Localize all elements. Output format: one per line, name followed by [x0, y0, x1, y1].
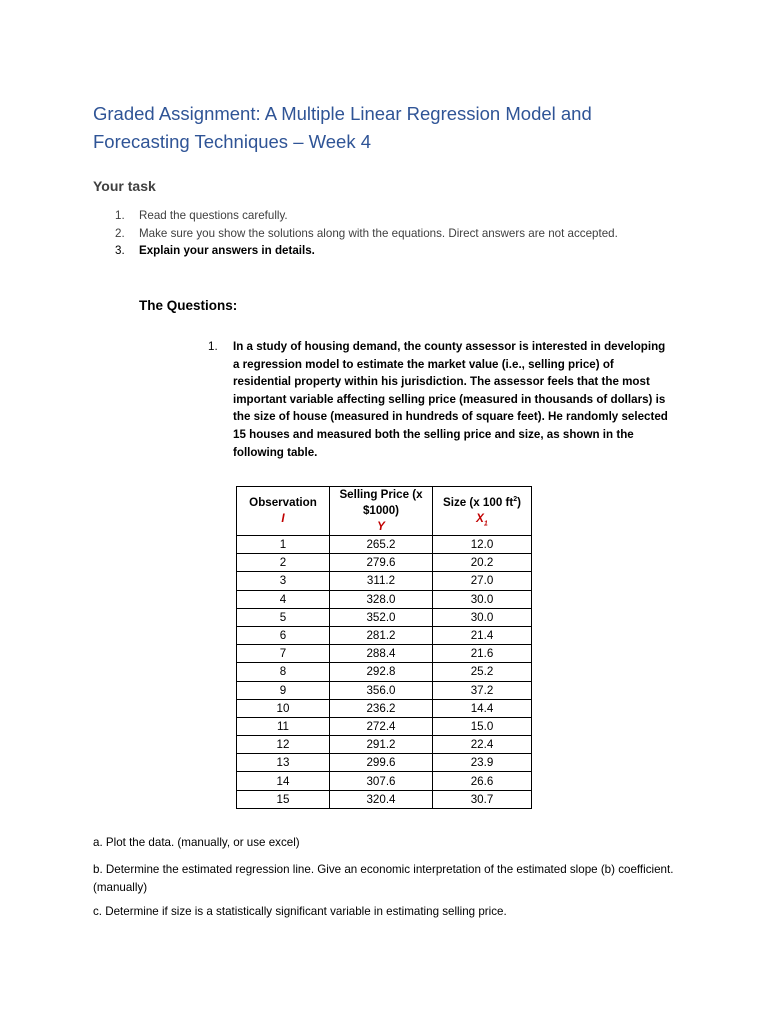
header-size-label: Size (x 100 $ft^2$) — [442, 496, 522, 509]
cell-selling-price: 328.0 — [330, 590, 433, 608]
cell-selling-price: 307.6 — [330, 772, 433, 790]
header-size-symbol: $X_1$ — [476, 512, 488, 528]
cell-size: 14.4 — [433, 699, 532, 717]
cell-selling-price: 352.0 — [330, 608, 433, 626]
table-row — [237, 645, 532, 663]
cell-size: 15.0 — [433, 717, 532, 735]
cell-size: 30.0 — [433, 608, 532, 626]
task-list — [115, 207, 635, 260]
cell-size: 37.2 — [433, 681, 532, 699]
table-row — [237, 663, 532, 681]
task-heading: Your task — [93, 178, 156, 194]
cell-size: 25.2 — [433, 663, 532, 681]
document-title: Graded Assignment: A Multiple Linear Regression Model and Forecasting Techniques – Week 4 — [93, 103, 592, 152]
table-row — [237, 608, 532, 626]
cell-selling-price: 288.4 — [330, 645, 433, 663]
header-observation-label: Observation — [249, 496, 317, 509]
task-item-text: Explain your answers in details. — [139, 244, 315, 257]
cell-size: 26.6 — [433, 772, 532, 790]
cell-selling-price: 236.2 — [330, 699, 433, 717]
cell-size: 30.7 — [433, 790, 532, 808]
task-item-text: Read the questions carefully. — [139, 209, 288, 222]
task-item-text: Make sure you show the solutions along with the equations. Direct answers are not accepted. — [139, 226, 618, 240]
cell-size: 22.4 — [433, 736, 532, 754]
housing-data-table — [236, 486, 532, 809]
cell-selling-price: 281.2 — [330, 626, 433, 644]
cell-selling-price: 279.6 — [330, 554, 433, 572]
part-c: c. Determine if size is a statistically significant variable in estimating selling price. — [93, 905, 507, 918]
table-row — [237, 681, 532, 699]
table-row — [237, 699, 532, 717]
cell-selling-price: 320.4 — [330, 790, 433, 808]
task-item-1 — [115, 207, 635, 225]
question-number: 1. — [208, 340, 218, 353]
table-row — [237, 572, 532, 590]
table-row — [237, 626, 532, 644]
header-selling-price — [330, 487, 433, 536]
header-selling-price-label: Selling Price (x $1000) — [339, 488, 423, 517]
cell-observation: 6 — [237, 626, 330, 644]
cell-observation: 2 — [237, 554, 330, 572]
table-row — [237, 754, 532, 772]
question-text: In a study of housing demand, the county assessor is interested in developing a regression model to estimate the market value (i.e., selling price) of residential property within his jurisdiction. The assessor feels that the most important variable affecting selling price (measured in thousands of dollars) is the size of house (measured in hundreds of square feet). He randomly selected 15 houses and measured both the selling price and size, as shown in the following table. — [233, 340, 668, 459]
cell-observation: 13 — [237, 754, 330, 772]
task-item-number: 1. — [115, 209, 125, 222]
part-a: a. Plot the data. (manually, or use excel) — [93, 836, 300, 849]
cell-observation: 11 — [237, 717, 330, 735]
cell-observation: 15 — [237, 790, 330, 808]
table-row — [237, 790, 532, 808]
cell-observation: 10 — [237, 699, 330, 717]
cell-selling-price: 291.2 — [330, 736, 433, 754]
header-selling-price-symbol: Y — [377, 520, 385, 533]
cell-observation: 12 — [237, 736, 330, 754]
cell-selling-price: 292.8 — [330, 663, 433, 681]
table-body — [237, 536, 532, 809]
cell-observation: 8 — [237, 663, 330, 681]
table-row — [237, 772, 532, 790]
table-header-row — [237, 487, 532, 536]
cell-selling-price: 265.2 — [330, 536, 433, 554]
cell-size: 21.6 — [433, 645, 532, 663]
cell-selling-price: 272.4 — [330, 717, 433, 735]
cell-observation: 14 — [237, 772, 330, 790]
cell-size: 20.2 — [433, 554, 532, 572]
cell-selling-price: 311.2 — [330, 572, 433, 590]
cell-observation: 5 — [237, 608, 330, 626]
cell-observation: 7 — [237, 645, 330, 663]
task-item-2 — [115, 225, 635, 243]
cell-observation: 3 — [237, 572, 330, 590]
cell-selling-price: 356.0 — [330, 681, 433, 699]
table-row — [237, 736, 532, 754]
table-row — [237, 554, 532, 572]
cell-size: 12.0 — [433, 536, 532, 554]
header-observation — [237, 487, 330, 536]
cell-size: 21.4 — [433, 626, 532, 644]
table-row — [237, 590, 532, 608]
table-row — [237, 536, 532, 554]
part-b: b. Determine the estimated regression line. Give an economic interpretation of the estimated slope (b) coefficient. (manually) — [93, 863, 674, 894]
questions-heading: The Questions: — [139, 298, 238, 313]
cell-observation: 4 — [237, 590, 330, 608]
question-1 — [208, 338, 668, 461]
task-item-3 — [115, 242, 635, 260]
task-item-number: 2. — [115, 226, 125, 240]
cell-selling-price: 299.6 — [330, 754, 433, 772]
cell-observation: 1 — [237, 536, 330, 554]
header-size — [433, 487, 532, 536]
cell-size: 23.9 — [433, 754, 532, 772]
cell-observation: 9 — [237, 681, 330, 699]
cell-size: 30.0 — [433, 590, 532, 608]
table-row — [237, 717, 532, 735]
task-item-number: 3. — [115, 244, 125, 257]
header-observation-symbol: I — [281, 512, 285, 525]
cell-size: 27.0 — [433, 572, 532, 590]
